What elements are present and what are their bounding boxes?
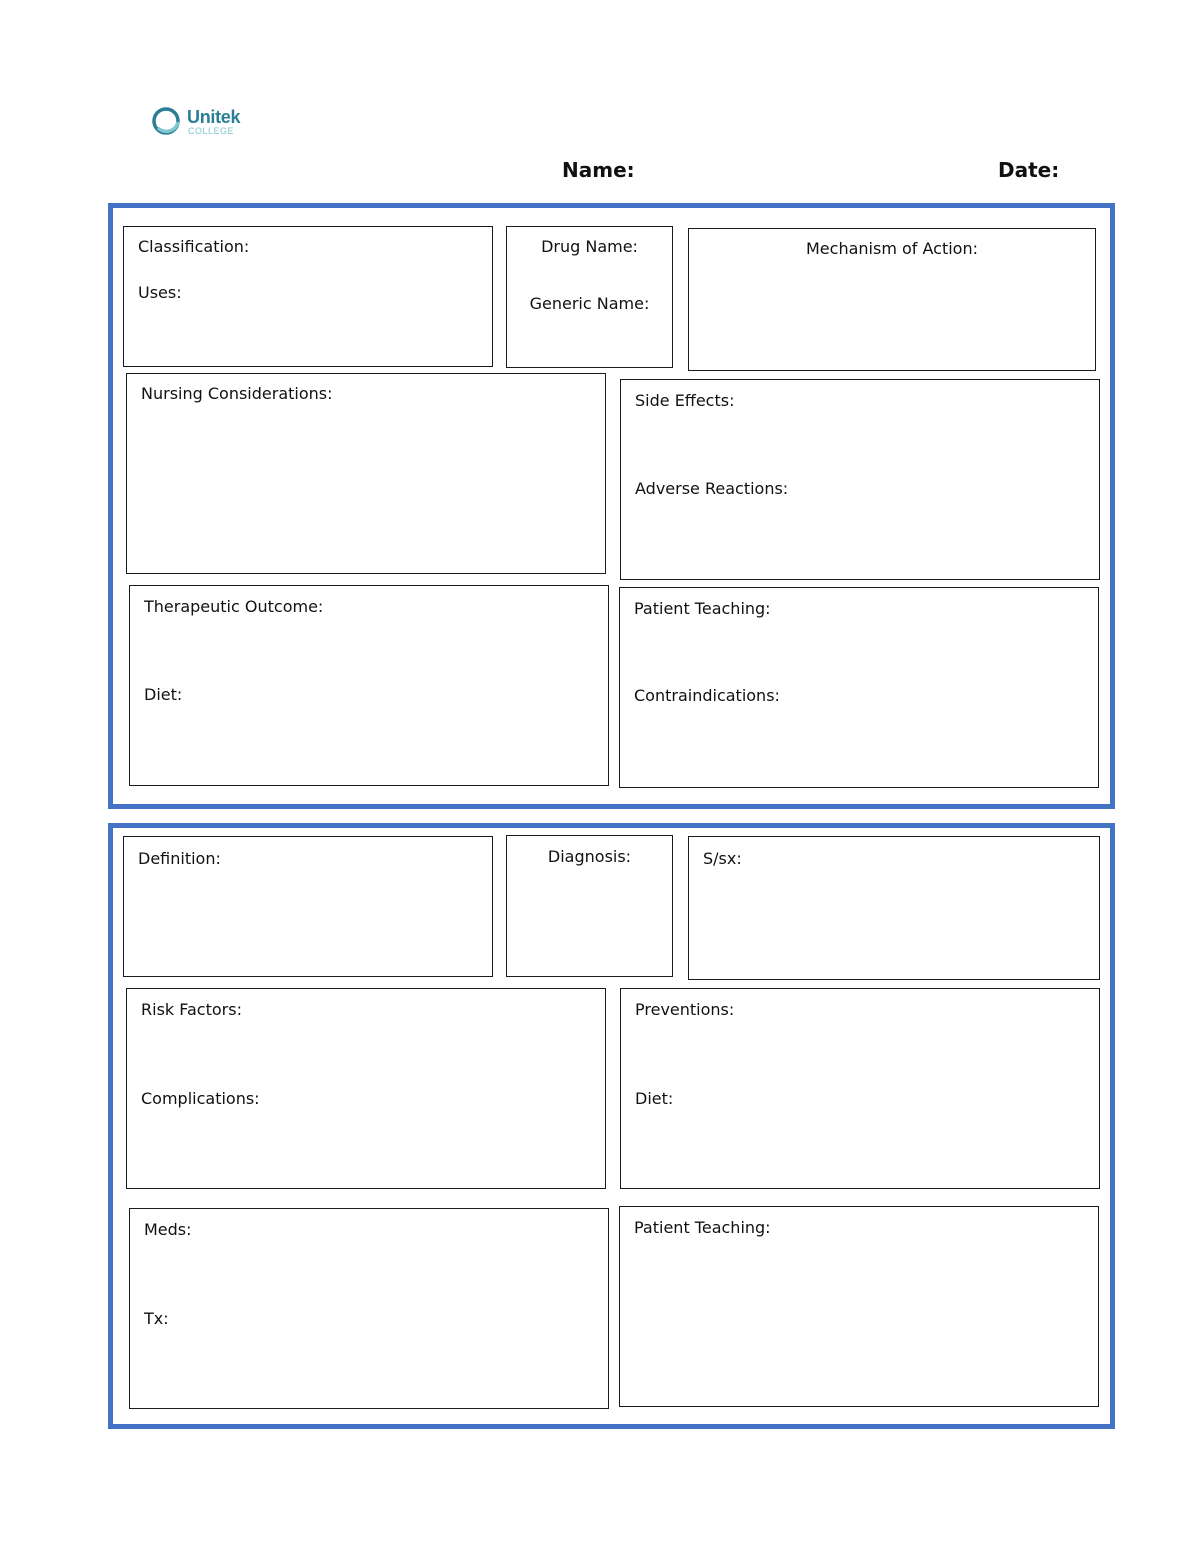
complications-label: Complications:	[141, 1089, 260, 1108]
date-label: Date:	[998, 158, 1060, 182]
name-label: Name:	[562, 158, 635, 182]
diagnosis-box[interactable]	[506, 835, 673, 977]
ssx-label: S/sx:	[703, 849, 742, 868]
logo-brand: Unitek	[187, 107, 241, 127]
classification-label: Classification:	[138, 237, 250, 256]
patient-teaching-box[interactable]	[619, 587, 1099, 788]
nursing-considerations-box[interactable]	[126, 373, 606, 574]
tx-label: Tx:	[144, 1309, 169, 1328]
diagnosis-label: Diagnosis:	[547, 847, 632, 866]
meds-box[interactable]	[129, 1208, 609, 1409]
preventions-box[interactable]	[620, 988, 1100, 1189]
definition-label: Definition:	[138, 849, 221, 868]
definition-box[interactable]	[123, 836, 493, 977]
therapeutic-outcome-box[interactable]	[129, 585, 609, 786]
mechanism-box[interactable]	[688, 228, 1096, 371]
diet-label: Diet:	[144, 685, 183, 704]
meds-label: Meds:	[144, 1220, 192, 1239]
mechanism-label: Mechanism of Action:	[806, 239, 978, 258]
logo-sub: COLLEGE	[188, 126, 235, 136]
uses-label: Uses:	[138, 283, 182, 302]
logo-ring-icon	[150, 104, 184, 138]
nursing-considerations-label: Nursing Considerations:	[141, 384, 333, 403]
drug-name-label: Drug Name:	[541, 237, 638, 256]
patient-teaching-label: Patient Teaching:	[634, 599, 771, 618]
therapeutic-outcome-label: Therapeutic Outcome:	[144, 597, 324, 616]
preventions-label: Preventions:	[635, 1000, 735, 1019]
side-effects-label: Side Effects:	[635, 391, 735, 410]
contraindications-label: Contraindications:	[634, 686, 780, 705]
classification-box[interactable]	[123, 226, 493, 367]
risk-factors-box[interactable]	[126, 988, 606, 1189]
disease-diet-label: Diet:	[635, 1089, 674, 1108]
risk-factors-label: Risk Factors:	[141, 1000, 242, 1019]
side-effects-box[interactable]	[620, 379, 1100, 580]
ssx-box[interactable]	[688, 836, 1100, 980]
disease-patient-teaching-box[interactable]	[619, 1206, 1099, 1407]
adverse-reactions-label: Adverse Reactions:	[635, 479, 789, 498]
unitek-logo	[150, 104, 260, 140]
generic-name-label: Generic Name:	[529, 294, 650, 313]
disease-patient-teaching-label: Patient Teaching:	[634, 1218, 771, 1237]
drug-name-box[interactable]	[506, 226, 673, 368]
